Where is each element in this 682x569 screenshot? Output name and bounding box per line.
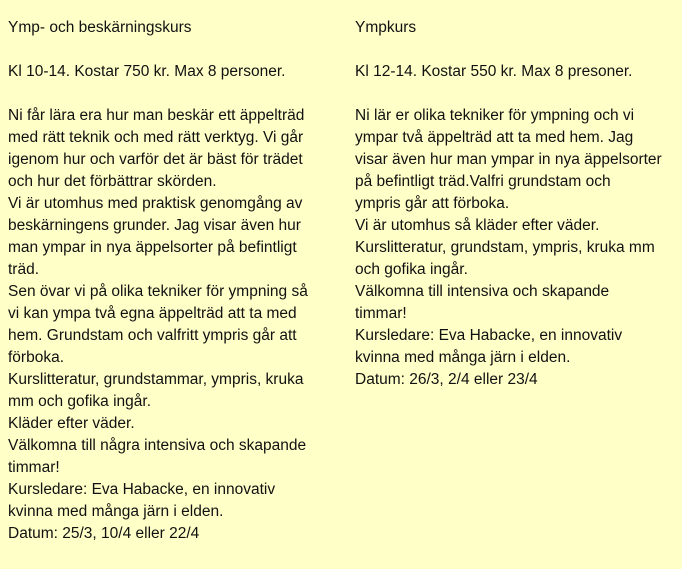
- description-line: Vi är utomhus med praktisk genomgång av: [8, 195, 303, 212]
- description-line: visar även hur man ympar in nya äppelsorter: [355, 151, 662, 168]
- description-line: Välkomna till några intensiva och skapande: [8, 437, 307, 454]
- description-line: med rätt teknik och med rätt verktyg. Vi går: [8, 129, 304, 146]
- description-line: Ni får lära era hur man beskär ett äppelträd: [8, 107, 305, 124]
- description-line: Kurslitteratur, grundstam, ympris, kruka mm: [355, 239, 655, 256]
- description-line: Kläder efter väder.: [8, 415, 135, 432]
- description-line: ympar två äppelträd att ta med hem. Jag: [355, 129, 634, 146]
- description-line: träd.: [8, 261, 40, 278]
- course-title: Ympkurs: [355, 19, 417, 36]
- description-line: Välkomna till intensiva och skapande: [355, 283, 610, 300]
- description-line: timmar!: [8, 459, 60, 476]
- description-line: vi kan ympa två egna äppelträd att ta med: [8, 305, 297, 322]
- course-leader-line: Kursledare: Eva Habacke, en innovativ: [8, 481, 276, 498]
- course-info: Kl 10-14. Kostar 750 kr. Max 8 personer.: [8, 63, 286, 80]
- description-line: Ni lär er olika tekniker för ympning och vi: [355, 107, 635, 124]
- description-line: man ympar in nya äppelsorter på befintligt: [8, 239, 297, 256]
- description-line: mm och gofika ingår.: [8, 393, 152, 410]
- description-line: Sen övar vi på olika tekniker för ympning så: [8, 283, 308, 300]
- description-line: på befintligt träd.Valfri grundstam och: [355, 173, 611, 190]
- course-leader-line: Kursledare: Eva Habacke, en innovativ: [355, 327, 623, 344]
- course-dates: Datum: 25/3, 10/4 eller 22/4: [8, 525, 200, 542]
- course-title: Ymp- och beskärningskurs: [8, 19, 192, 36]
- description-line: och gofika ingår.: [355, 261, 468, 278]
- description-line: förboka.: [8, 349, 65, 366]
- course-dates: Datum: 26/3, 2/4 eller 23/4: [355, 371, 538, 388]
- description-line: timmar!: [355, 305, 407, 322]
- description-line: Kurslitteratur, grundstammar, ympris, kruka: [8, 371, 304, 388]
- description-line: igenom hur och varför det är bäst för trädet: [8, 151, 303, 168]
- course-info: Kl 12-14. Kostar 550 kr. Max 8 presoner.: [355, 63, 633, 80]
- course-column-left: [8, 17, 348, 545]
- course-leader-line: kvinna med många järn i elden.: [8, 503, 224, 520]
- description-line: Vi är utomhus så kläder efter väder.: [355, 217, 600, 234]
- course-column-right: [355, 17, 682, 391]
- description-line: och hur det förbättrar skörden.: [8, 173, 217, 190]
- description-line: ympris går att förboka.: [355, 195, 510, 212]
- description-line: beskärningens grunder. Jag visar även hur: [8, 217, 301, 234]
- course-leader-line: kvinna med många järn i elden.: [355, 349, 571, 366]
- description-line: hem. Grundstam och valfritt ympris går att: [8, 327, 297, 344]
